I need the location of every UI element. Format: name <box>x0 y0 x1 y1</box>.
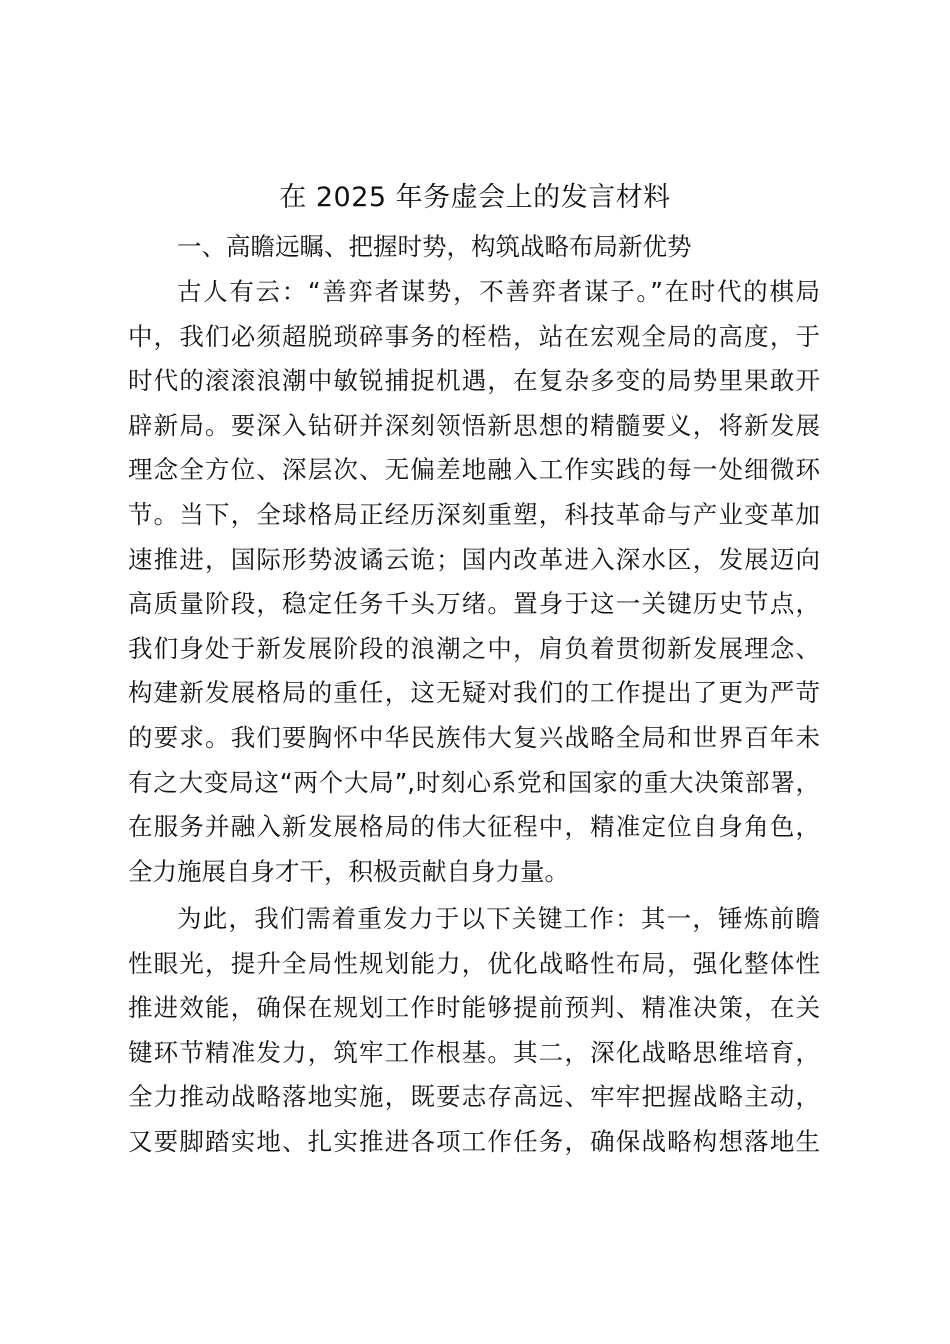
paragraph-line: 在服务并融入新发展格局的伟大征程中，精准定位自身角色， <box>128 812 820 842</box>
paragraph-line: 有之大变局这“两个大局”,时刻心系党和国家的重大决策部署， <box>128 767 820 797</box>
paragraph-line: 又要脚踏实地、扎实推进各项工作任务，确保战略构想落地生 <box>128 1126 820 1156</box>
paragraph-line: 时代的滚滚浪潮中敏锐捕捉机遇，在复杂多变的局势里果敢开 <box>128 366 820 396</box>
paragraph-line: 辟新局。要深入钻研并深刻领悟新思想的精髓要义，将新发展 <box>128 410 820 440</box>
paragraph-line: 的要求。我们要胸怀中华民族伟大复兴战略全局和世界百年未 <box>128 722 820 752</box>
document-title: 在 2025 年务虚会上的发言材料 <box>279 182 671 213</box>
section-heading: 一、高瞻远瞩、把握时势，构筑战略布局新优势 <box>177 232 692 261</box>
paragraph-1 <box>128 270 820 894</box>
paragraph-line: 节。当下，全球格局正经历深刻重塑，科技革命与产业变革加 <box>128 499 820 529</box>
paragraph-line: 理念全方位、深层次、无偏差地融入工作实践的每一处细微环 <box>128 455 820 485</box>
paragraph-line: 为此，我们需着重发力于以下关键工作：其一，锤炼前瞻 <box>177 904 820 933</box>
paragraph-line: 中，我们必须超脱琐碎事务的桎梏，站在宏观全局的高度，于 <box>128 321 820 351</box>
paragraph-line: 构建新发展格局的重任，这无疑对我们的工作提出了更为严苛 <box>128 678 820 708</box>
paragraph-2 <box>128 897 820 1165</box>
paragraph-line: 速推进，国际形势波谲云诡；国内改革进入深水区，发展迈向 <box>128 544 820 574</box>
paragraph-line: 推进效能，确保在规划工作时能够提前预判、精准决策，在关 <box>128 993 820 1023</box>
paragraph-line: 全力推动战略落地实施，既要志存高远、牢牢把握战略主动， <box>128 1082 820 1112</box>
paragraph-line: 性眼光，提升全局性规划能力，优化战略性布局，强化整体性 <box>128 948 820 978</box>
paragraph-line: 我们身处于新发展阶段的浪潮之中，肩负着贯彻新发展理念、 <box>128 633 820 663</box>
paragraph-line: 古人有云：“善弈者谋势，不善弈者谋子。”在时代的棋局 <box>177 277 820 306</box>
paragraph-line: 全力施展自身才干，积极贡献自身力量。 <box>128 856 569 886</box>
paragraph-line: 高质量阶段，稳定任务千头万绪。置身于这一关键历史节点， <box>128 589 820 619</box>
paragraph-line: 键环节精准发力，筑牢工作根基。其二，深化战略思维培育， <box>128 1037 820 1067</box>
